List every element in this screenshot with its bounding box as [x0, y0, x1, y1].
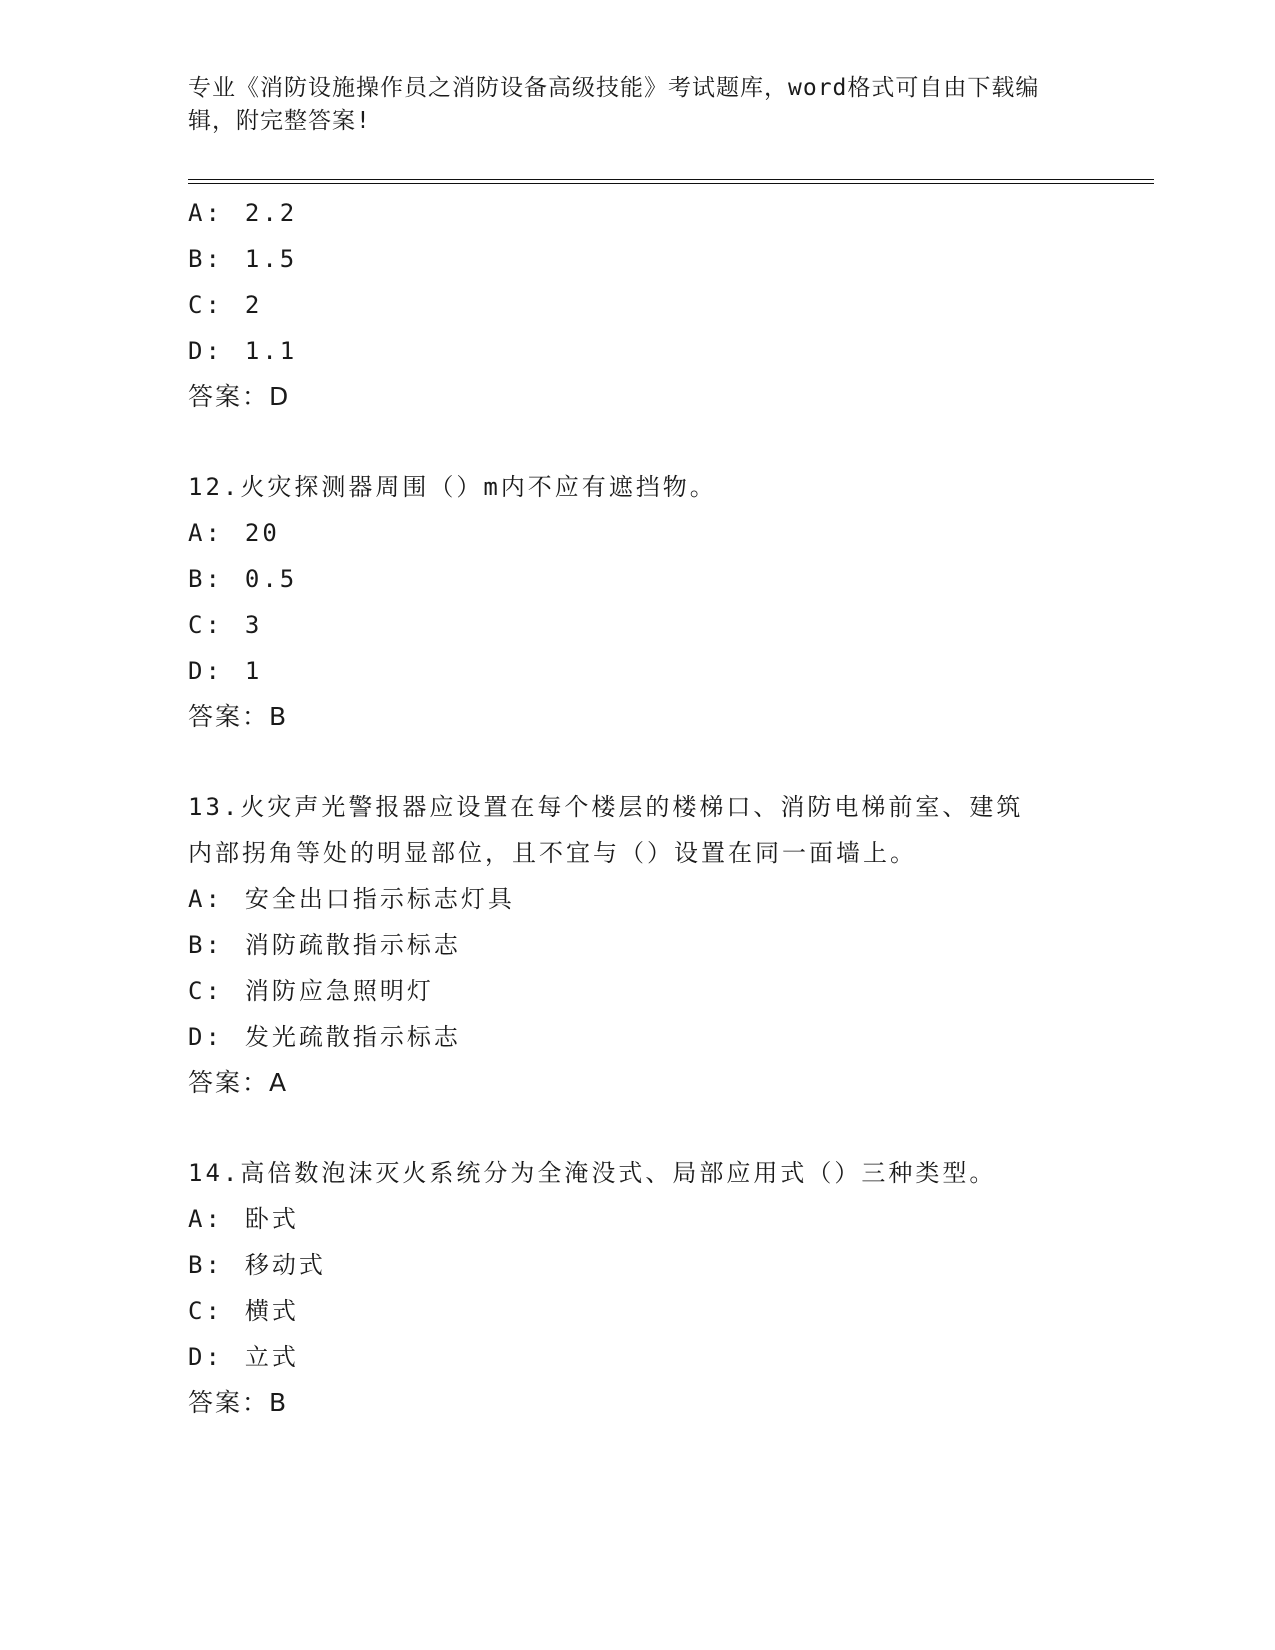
question-list	[188, 190, 1148, 1426]
question-stem-line-2: 内部拐角等处的明显部位，且不宜与（）设置在同一面墙上。	[188, 839, 917, 867]
option-text: 立式	[244, 1343, 299, 1371]
option-d	[188, 1334, 1148, 1380]
option-letter: B:	[188, 931, 223, 959]
option-text: 消防应急照明灯	[244, 977, 434, 1005]
option-c	[188, 602, 1148, 648]
question-stem: 12.火灾探测器周围（）m内不应有遮挡物。	[188, 473, 717, 501]
question-block-13	[188, 784, 1148, 1106]
question-block-12	[188, 464, 1148, 740]
option-letter: C:	[188, 977, 223, 1005]
option-text: 0.5	[244, 565, 298, 593]
option-text: 发光疏散指示标志	[244, 1023, 461, 1051]
option-letter: A:	[188, 885, 223, 913]
option-text: 横式	[244, 1297, 299, 1325]
answer-line: 答案：D	[188, 382, 291, 411]
question-block-continued	[188, 190, 1148, 420]
answer-line: 答案：B	[188, 1388, 289, 1417]
option-letter: B:	[188, 245, 223, 273]
option-letter: C:	[188, 1297, 223, 1325]
option-text: 1.5	[244, 245, 298, 273]
option-letter: C:	[188, 291, 223, 319]
option-text: 1	[244, 657, 263, 685]
question-block-14	[188, 1150, 1148, 1426]
option-d	[188, 1014, 1148, 1060]
document-header	[188, 72, 1088, 138]
option-letter: D:	[188, 337, 223, 365]
option-text: 1.1	[244, 337, 298, 365]
option-b	[188, 236, 1148, 282]
option-a	[188, 1196, 1148, 1242]
option-text: 2.2	[244, 199, 298, 227]
option-text: 2	[244, 291, 263, 319]
option-text: 消防疏散指示标志	[244, 931, 461, 959]
question-stem-line-1: 13.火灾声光警报器应设置在每个楼层的楼梯口、消防电梯前室、建筑	[188, 793, 1024, 821]
header-divider	[188, 179, 1154, 184]
header-line-2: 辑，附完整答案!	[188, 108, 371, 134]
option-a	[188, 876, 1148, 922]
option-letter: B:	[188, 1251, 223, 1279]
answer-line: 答案：B	[188, 702, 289, 731]
header-line-1: 专业《消防设施操作员之消防设备高级技能》考试题库，word格式可自由下载编	[188, 75, 1040, 101]
option-b	[188, 922, 1148, 968]
option-c	[188, 968, 1148, 1014]
option-text: 3	[244, 611, 263, 639]
option-text: 移动式	[244, 1251, 326, 1279]
option-c	[188, 282, 1148, 328]
option-letter: A:	[188, 519, 223, 547]
option-letter: A:	[188, 1205, 223, 1233]
option-text: 安全出口指示标志灯具	[244, 885, 515, 913]
option-text: 20	[244, 519, 280, 547]
option-b	[188, 1242, 1148, 1288]
option-c	[188, 1288, 1148, 1334]
question-stem: 14.高倍数泡沫灭火系统分为全淹没式、局部应用式（）三种类型。	[188, 1159, 997, 1187]
option-letter: A:	[188, 199, 223, 227]
option-d	[188, 648, 1148, 694]
option-d	[188, 328, 1148, 374]
option-a	[188, 510, 1148, 556]
option-letter: D:	[188, 657, 223, 685]
option-letter: B:	[188, 565, 223, 593]
answer-line: 答案：A	[188, 1068, 289, 1097]
option-text: 卧式	[244, 1205, 299, 1233]
option-letter: C:	[188, 611, 223, 639]
option-a	[188, 190, 1148, 236]
option-b	[188, 556, 1148, 602]
option-letter: D:	[188, 1343, 223, 1371]
option-letter: D:	[188, 1023, 223, 1051]
